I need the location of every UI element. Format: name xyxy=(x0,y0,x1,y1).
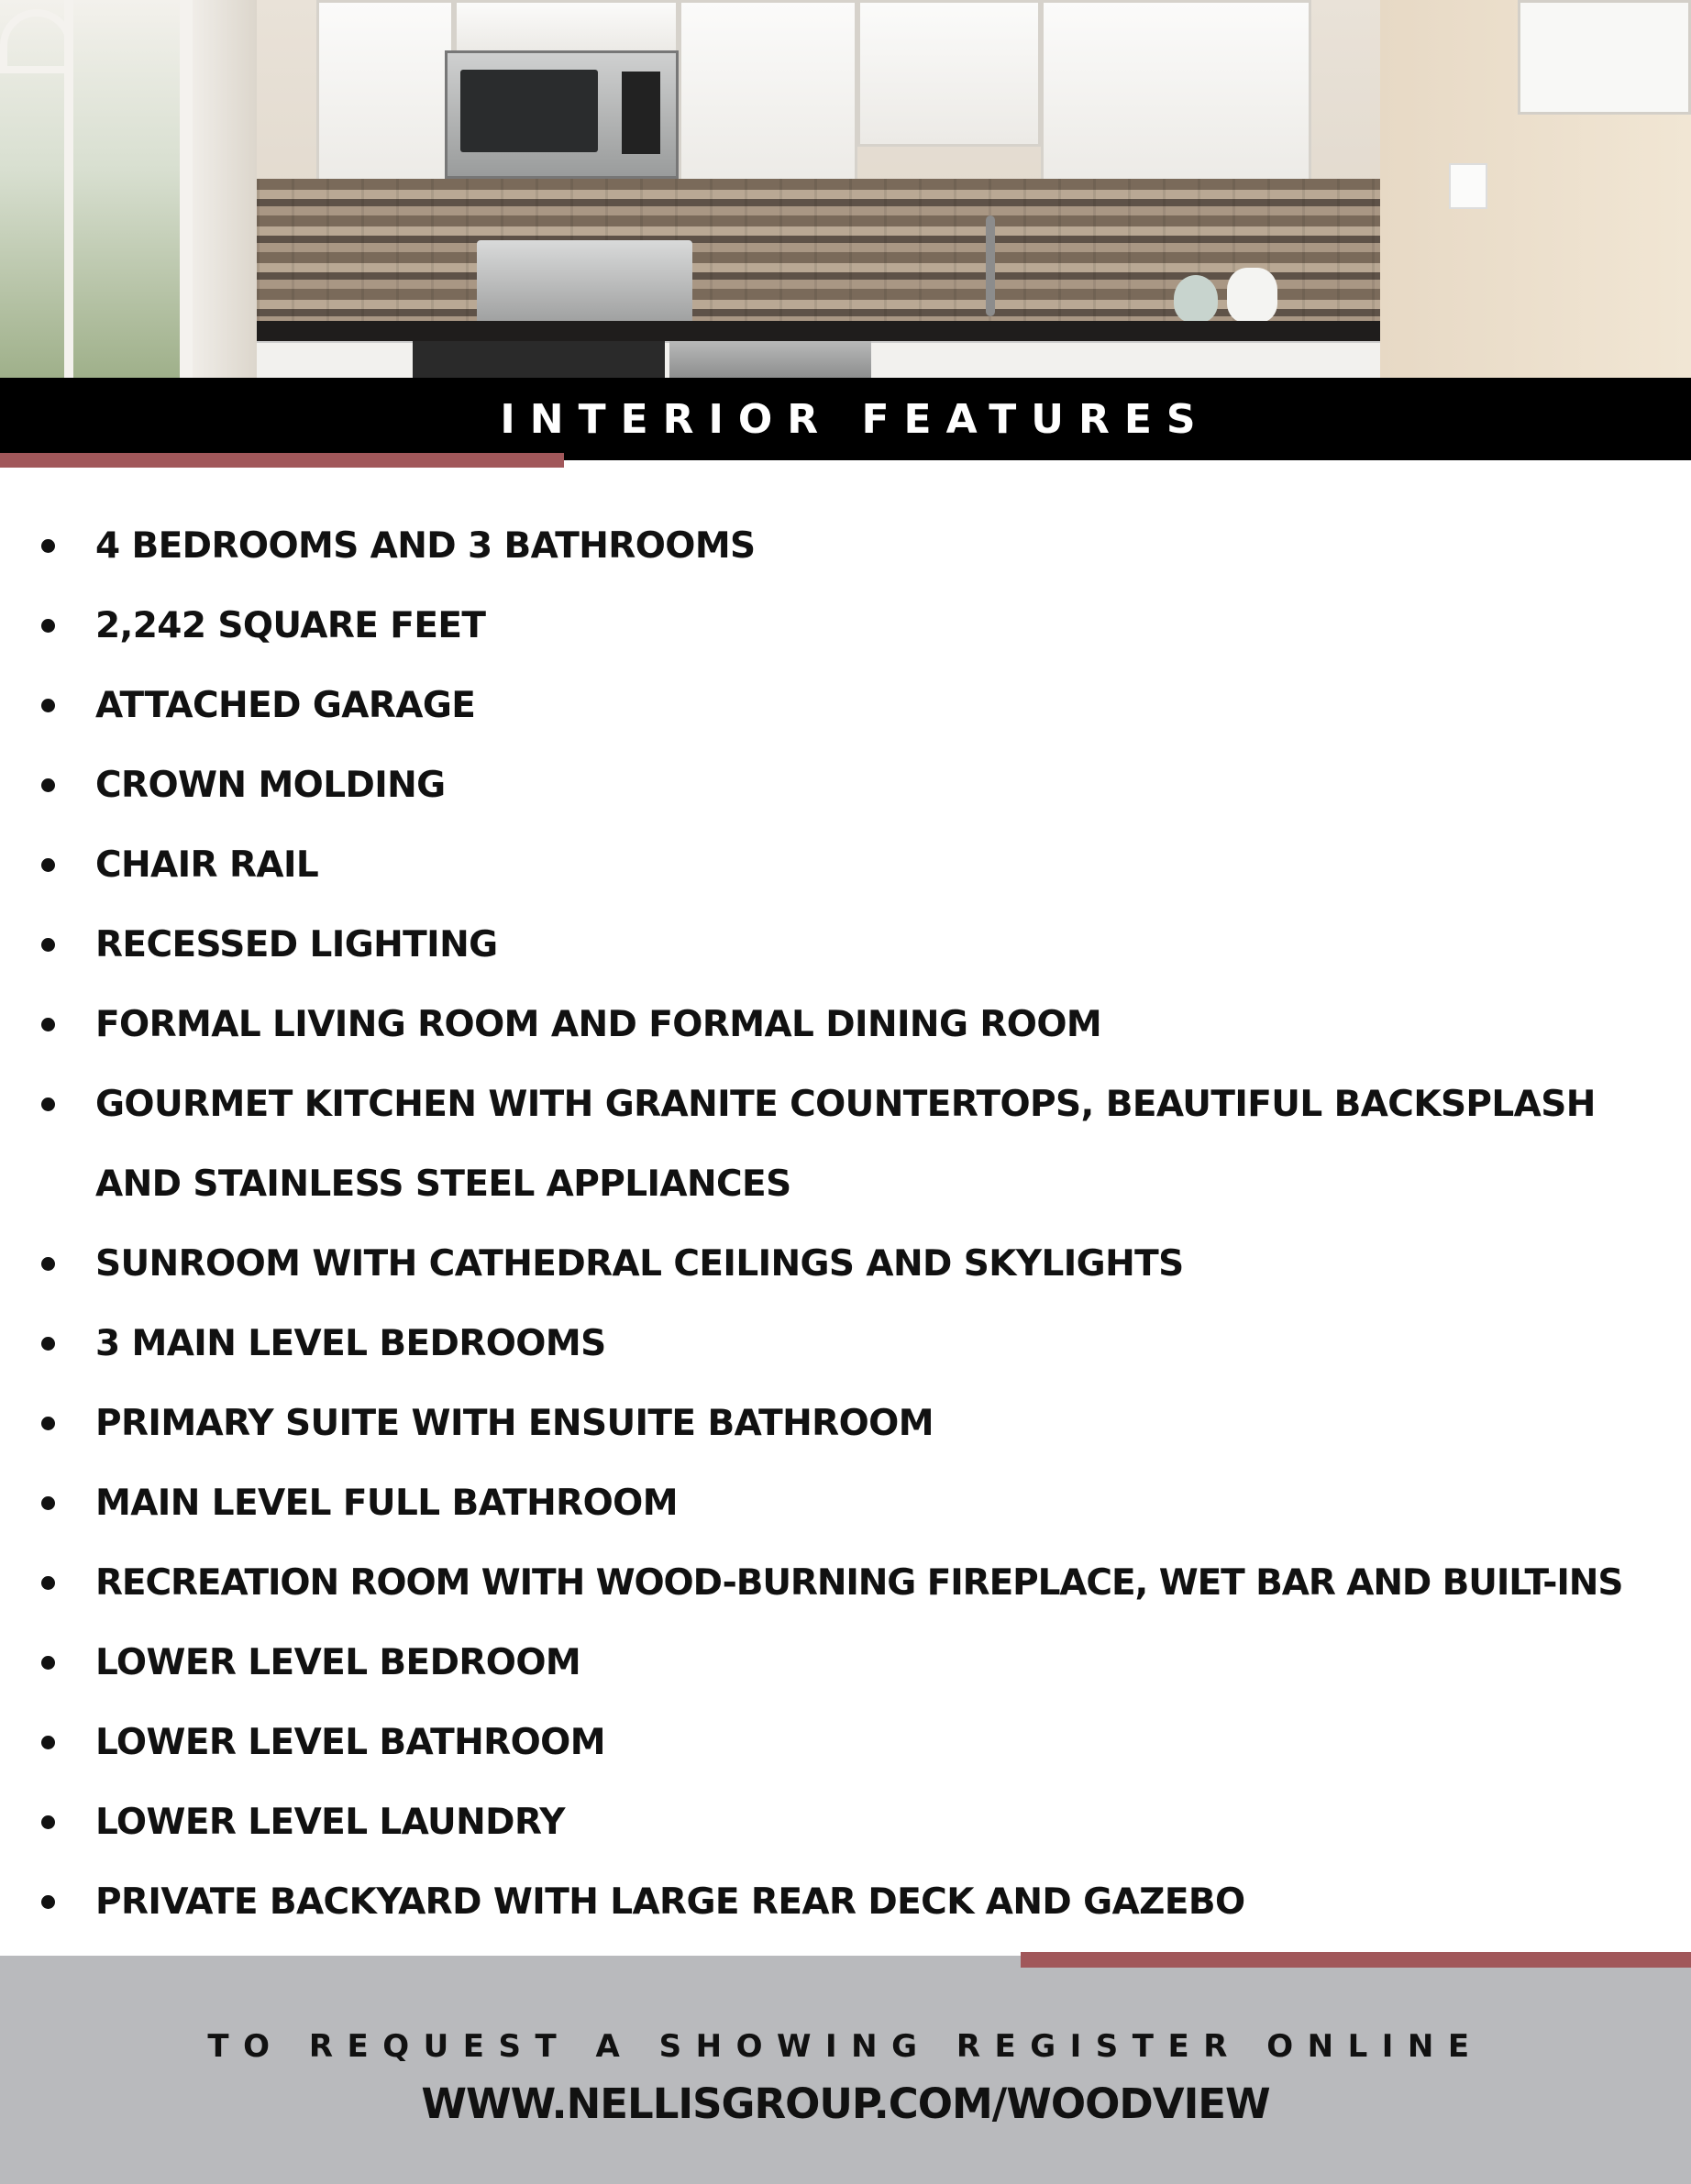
granite-countertop xyxy=(257,321,1380,341)
list-item xyxy=(0,1862,1691,1942)
feature-text: 3 MAIN LEVEL BEDROOMS xyxy=(95,1323,606,1364)
upper-cabinet xyxy=(1041,0,1311,188)
feature-text: LOWER LEVEL LAUNDRY xyxy=(95,1802,565,1843)
microwave-keypad xyxy=(622,72,660,154)
bullet-icon xyxy=(41,1895,55,1909)
feature-text: AND STAINLESS STEEL APPLIANCES xyxy=(95,1164,791,1205)
list-item xyxy=(0,985,1691,1064)
microwave-door xyxy=(460,70,598,152)
microwave xyxy=(445,50,679,179)
feature-text: LOWER LEVEL BATHROOM xyxy=(95,1722,605,1763)
list-item xyxy=(0,1064,1691,1144)
bullet-icon xyxy=(41,1736,55,1749)
oven-front xyxy=(413,341,665,378)
list-item xyxy=(0,1384,1691,1463)
feature-text: 4 BEDROOMS AND 3 BATHROOMS xyxy=(95,525,756,567)
list-item xyxy=(0,745,1691,825)
bullet-icon xyxy=(41,1098,55,1111)
feature-text: CROWN MOLDING xyxy=(95,765,446,806)
section-header-bar xyxy=(0,378,1691,460)
feature-text: PRIMARY SUITE WITH ENSUITE BATHROOM xyxy=(95,1403,934,1444)
feature-text: FORMAL LIVING ROOM AND FORMAL DINING ROOM xyxy=(95,1004,1102,1045)
bullet-icon xyxy=(41,1018,55,1031)
feature-text: LOWER LEVEL BEDROOM xyxy=(95,1642,581,1683)
showing-request-text: TO REQUEST A SHOWING REGISTER ONLINE xyxy=(207,2028,1484,2065)
bullet-icon xyxy=(41,699,55,712)
upper-cabinet xyxy=(454,0,679,53)
section-title: INTERIOR FEATURES xyxy=(500,395,1210,443)
list-item xyxy=(0,1703,1691,1782)
feature-text: PRIVATE BACKYARD WITH LARGE REAR DECK AND GAZEBO xyxy=(95,1881,1245,1923)
faucet xyxy=(986,215,995,316)
stove-range xyxy=(477,240,692,327)
vase xyxy=(1174,275,1218,323)
bullet-icon xyxy=(41,1257,55,1271)
list-item xyxy=(0,1782,1691,1862)
upper-cabinet xyxy=(679,0,857,188)
upper-cabinet xyxy=(316,0,454,188)
feature-text: ATTACHED GARAGE xyxy=(95,685,476,726)
bullet-icon xyxy=(41,1576,55,1590)
feature-text: 2,242 SQUARE FEET xyxy=(95,605,486,646)
pitcher xyxy=(1227,268,1277,323)
list-item xyxy=(0,666,1691,745)
list-item xyxy=(0,1224,1691,1304)
list-item xyxy=(0,905,1691,985)
bullet-icon xyxy=(41,539,55,553)
upper-cabinet xyxy=(857,0,1041,147)
bullet-icon xyxy=(41,938,55,952)
feature-text: SUNROOM WITH CATHEDRAL CEILINGS AND SKYLIGHTS xyxy=(95,1243,1184,1285)
kitchen-photo xyxy=(0,0,1691,378)
bullet-icon xyxy=(41,1337,55,1351)
feature-text: MAIN LEVEL FULL BATHROOM xyxy=(95,1483,678,1524)
bullet-icon xyxy=(41,1417,55,1430)
bullet-icon xyxy=(41,1496,55,1510)
list-item xyxy=(0,1543,1691,1623)
list-item xyxy=(0,1304,1691,1384)
list-item xyxy=(0,1463,1691,1543)
light-switch xyxy=(1449,163,1487,209)
list-item xyxy=(0,506,1691,586)
bullet-icon xyxy=(41,858,55,872)
upper-cabinet xyxy=(1518,0,1691,115)
window-frame xyxy=(0,0,193,378)
feature-list xyxy=(0,506,1691,1942)
feature-text: GOURMET KITCHEN WITH GRANITE COUNTERTOPS, BEAUTIFUL BACKSPLASH xyxy=(95,1084,1596,1125)
wall-post xyxy=(193,0,257,378)
bullet-icon xyxy=(41,1656,55,1670)
bullet-icon xyxy=(41,619,55,633)
list-item-continuation xyxy=(0,1144,1691,1224)
footer-accent-stripe xyxy=(1021,1952,1691,1968)
bullet-icon xyxy=(41,778,55,792)
list-item xyxy=(0,825,1691,905)
header-accent-stripe xyxy=(0,453,564,468)
feature-text: CHAIR RAIL xyxy=(95,844,319,886)
feature-text: RECESSED LIGHTING xyxy=(95,924,498,965)
list-item xyxy=(0,586,1691,666)
footer-panel xyxy=(0,1956,1691,2184)
bullet-icon xyxy=(41,1815,55,1829)
list-item xyxy=(0,1623,1691,1703)
feature-text: RECREATION ROOM WITH WOOD-BURNING FIREPLACE, WET BAR AND BUILT-INS xyxy=(95,1562,1623,1604)
website-link[interactable]: WWW.NELLISGROUP.COM/WOODVIEW xyxy=(421,2079,1270,2128)
dishwasher xyxy=(669,341,871,378)
